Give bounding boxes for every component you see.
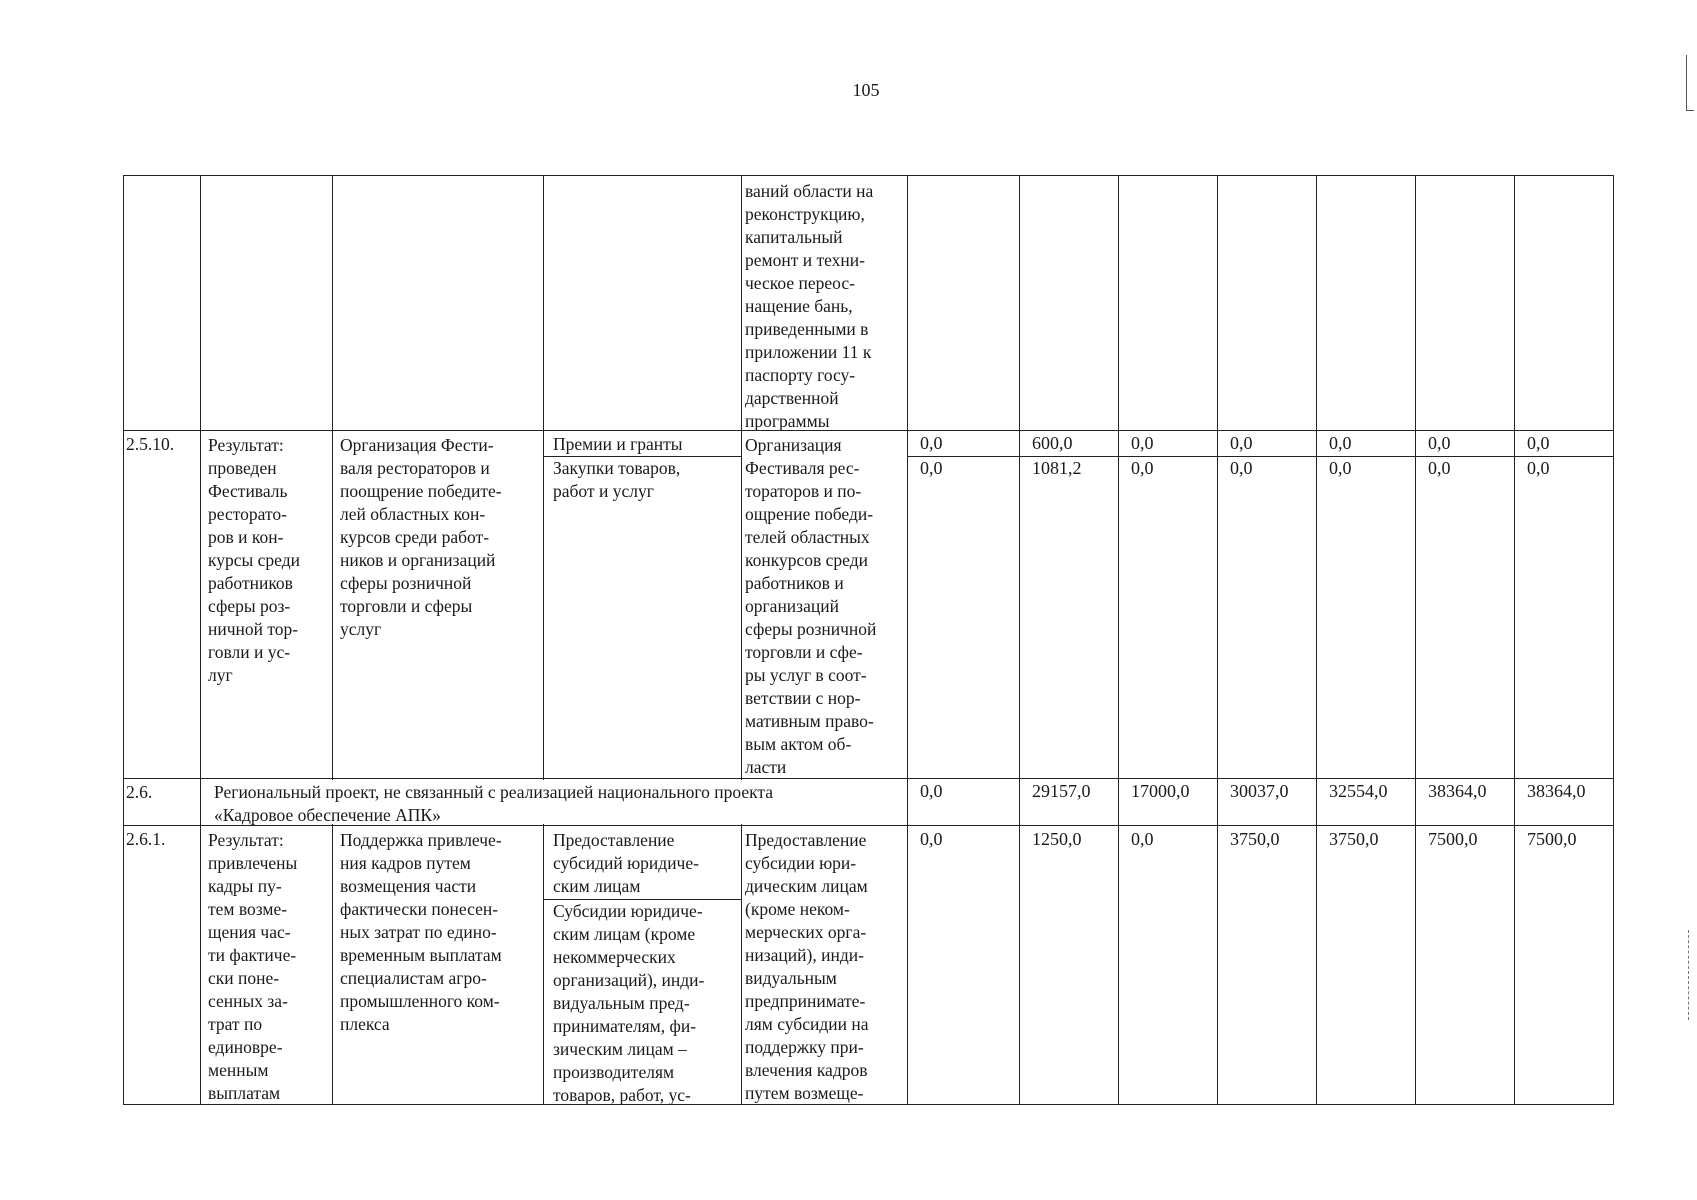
value-2-6-5: 32554,0 <box>1329 781 1388 801</box>
row-divider <box>123 825 1614 826</box>
row-divider <box>123 430 1614 431</box>
column-divider <box>1019 175 1020 1105</box>
result-cell-2-6-1: Результат: привлечены кадры пу- тем возме- щения час- ти фактиче- ски поне- сенных за- трат по единовре- менным выплатам <box>208 830 298 1103</box>
value-2-6-7: 38364,0 <box>1527 781 1586 801</box>
scan-edge-dashes <box>1688 930 1689 1020</box>
scan-edge-tick <box>1686 110 1694 111</box>
value-2-6-1-7: 7500,0 <box>1527 829 1577 849</box>
value-2-5-10-a-1: 0,0 <box>920 433 943 453</box>
expense-type-premiums-cell: Премии и гранты <box>553 434 683 454</box>
regional-project-title: Региональный проект, не связанный с реализацией национального проекта «Кадровое обеспечение АПК» <box>214 782 774 825</box>
value-2-6-1-4: 3750,0 <box>1230 829 1280 849</box>
scan-edge-mark <box>1686 55 1687 110</box>
expense-type-subsidies-cell: Предоставление субсидий юридиче- ским лицам <box>553 830 699 896</box>
column-divider <box>332 175 333 1105</box>
page-number: 105 <box>852 80 880 100</box>
value-2-5-10-a-2: 600,0 <box>1032 433 1073 453</box>
column-divider <box>1316 175 1317 1105</box>
expense-type-purchases-cell: Закупки товаров, работ и услуг <box>553 458 681 501</box>
value-2-5-10-b-3: 0,0 <box>1131 458 1154 478</box>
value-2-5-10-a-7: 0,0 <box>1527 433 1550 453</box>
value-2-6-3: 17000,0 <box>1131 781 1190 801</box>
row-number-2-5-10: 2.5.10. <box>126 434 175 454</box>
description-cell-2-5-10: Организация Фестиваля рес- тораторов и по- ощрение победи- телей областных конкурсов среди работников и организаций сферы розничной торговли и сфе- ры услуг в соот- ветствии с нор- мативным право- вым актом об- ласти <box>745 435 877 776</box>
value-2-6-4: 30037,0 <box>1230 781 1289 801</box>
value-2-6-1-5: 3750,0 <box>1329 829 1379 849</box>
row-number-2-6: 2.6. <box>126 782 153 802</box>
column-divider <box>1415 175 1416 1105</box>
value-2-5-10-b-7: 0,0 <box>1527 458 1550 478</box>
expense-type-legal-entities-cell: Субсидии юридиче- ским лицам (кроме некоммерческих организаций), инди- видуальным пред- принимателям, фи- зическим лицам – производителям товаров, работ, ус- <box>553 901 705 1104</box>
value-2-5-10-a-5: 0,0 <box>1329 433 1352 453</box>
column-divider <box>741 175 742 1105</box>
value-2-6-6: 38364,0 <box>1428 781 1487 801</box>
column-divider <box>1514 175 1515 1105</box>
column-divider <box>543 175 544 1105</box>
value-2-6-1-2: 1250,0 <box>1032 829 1082 849</box>
row-number-2-6-1: 2.6.1. <box>126 829 166 849</box>
value-2-5-10-b-5: 0,0 <box>1329 458 1352 478</box>
column-divider <box>1118 175 1119 1105</box>
activity-cell-2-5-10: Организация Фести- валя рестораторов и поощрение победите- лей областных кон- курсов среди работ- ников и организаций сферы розничной торговли и сферы услуг <box>340 435 502 639</box>
value-2-5-10-b-6: 0,0 <box>1428 458 1451 478</box>
value-2-6-1: 0,0 <box>920 781 943 801</box>
value-2-5-10-b-2: 1081,2 <box>1032 458 1082 478</box>
value-2-5-10-a-6: 0,0 <box>1428 433 1451 453</box>
continued-description-cell: ваний области на реконструкцию, капитальный ремонт и техни- ческое переос- нащение бань, приведенными в приложении 11 к паспорту госу- дарственной программы <box>745 181 874 430</box>
value-2-5-10-a-3: 0,0 <box>1131 433 1154 453</box>
value-2-6-2: 29157,0 <box>1032 781 1091 801</box>
value-2-5-10-b-4: 0,0 <box>1230 458 1253 478</box>
description-cell-2-6-1: Предоставление субсидии юри- дическим лицам (кроме неком- мерческих орга- низаций), инди- видуальным предпринимате- лям субсидии на поддержку при- влечения кадров путем возмеще- <box>745 830 869 1103</box>
value-2-5-10-a-4: 0,0 <box>1230 433 1253 453</box>
row-divider <box>123 778 1614 779</box>
column-divider <box>907 175 908 1105</box>
value-2-6-1-3: 0,0 <box>1131 829 1154 849</box>
value-2-6-1-6: 7500,0 <box>1428 829 1478 849</box>
value-2-5-10-b-1: 0,0 <box>920 458 943 478</box>
column-divider <box>200 175 201 1105</box>
activity-cell-2-6-1: Поддержка привлече- ния кадров путем возмещения части фактически понесен- ных затрат по едино- временным выплатам специалистам агро- промышленного ком- плекса <box>340 830 502 1034</box>
value-2-6-1-1: 0,0 <box>920 829 943 849</box>
result-cell-2-5-10: Результат: проведен Фестиваль ресторато- ров и кон- курсы среди работников сферы роз- ничной тор- говли и ус- луг <box>208 435 300 685</box>
column-divider <box>1217 175 1218 1105</box>
